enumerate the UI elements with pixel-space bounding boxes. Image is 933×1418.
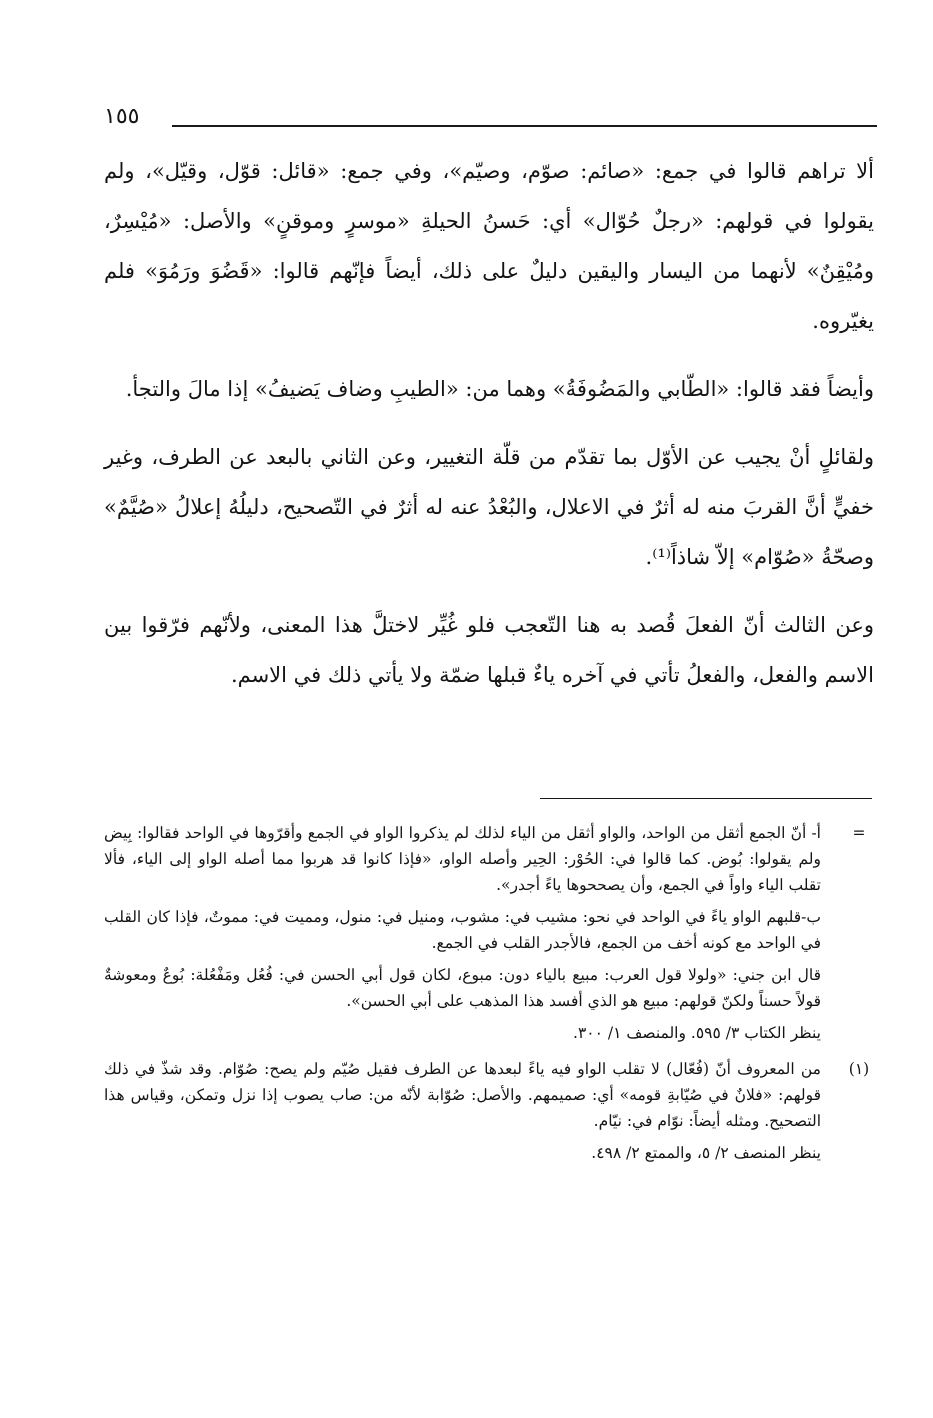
continuation-marker: = bbox=[852, 824, 866, 842]
paragraph: ولقائلٍ أنْ يجيب عن الأوّل بما تقدّم من قلّة التغيير، وعن الثاني بالبعد عن الطرف، وغير خفيٍّ أنَّ القربَ منه له أثرٌ في الاعلال، والبُعْدُ عنه له أثرٌ في التّصحيح، دليلُهُ إعلالُ «صُيَّمٌ» وصحّةُ «صُوّام» إلاّ شاذاً⁽¹⁾. bbox=[104, 445, 874, 569]
footnote-paragraph: ب-قلبهم الواو ياءً في الواحد في نحو: مشيب في: مشوب، ومنيل في: منول، ومميت في: مموتٌ، فإذا كان القلب في الواحد مع كونه أخف من الجمع، فالأجدر القلب في الجمع. bbox=[104, 908, 821, 952]
main-text bbox=[104, 146, 874, 718]
footnote-1 bbox=[104, 1056, 879, 1166]
header-rule bbox=[172, 125, 877, 127]
footnote-paragraph: من المعروف أنّ (فُعّال) لا تقلب الواو فيه ياءً لبعدها عن الطرف فقيل صُيّم ولم يصح: صُوّام. وقد شذّ في ذلك قولهم: «فلانٌ في صُيّابةِ قومه» أي: صميمهم. والأصل: صُوّابة لأنّه من: صاب يصوب إذا نزل وتمكن، وقياس هذا التصحيح. ومثله أيضاً: نوّام في: نيّام. bbox=[104, 1060, 821, 1130]
footnote-1-marker: (١) bbox=[848, 1060, 870, 1078]
footnote-reference: ينظر المنصف ٢/ ٥، والممتع ٢/ ٤٩٨. bbox=[591, 1144, 821, 1162]
page-number: ١٥٥ bbox=[104, 104, 140, 129]
footnote-continuation bbox=[104, 820, 879, 1046]
paragraph: وعن الثالث أنّ الفعلَ قُصد به هنا التّعجب فلو غُيِّر لاختلَّ هذا المعنى، ولأنّهم فرّقوا بين الاسم والفعل، والفعلُ تأتي في آخره ياءٌ قبلها ضمّة ولا يأتي ذلك في الاسم. bbox=[104, 613, 874, 687]
footnote-paragraph: قال ابن جني: «ولولا قول العرب: مبيع بالياء دون: مبوع، لكان قول أبي الحسن في: فُعُل ومَفْعُلة: بُوعٌ ومعوشةٌ قولاً حسناً ولكنّ قولهم: مبيع هو الذي أفسد هذا المذهب على أبي الحسن». bbox=[104, 966, 821, 1010]
paragraph: وأيضاً فقد قالوا: «الطّابي والمَضُوفَةُ» وهما من: «الطيبِ وضاف يَضيفُ» إذا مالَ والتجأ. bbox=[125, 377, 874, 401]
footnote-separator bbox=[540, 798, 872, 799]
footnotes bbox=[104, 820, 879, 1176]
footnote-reference: ينظر الكتاب ٣/ ٥٩٥. والمنصف ١/ ٣٠٠. bbox=[573, 1024, 821, 1042]
footnote-paragraph: أ- أنّ الجمع أثقل من الواحد، والواو أثقل من الياء لذلك لم يذكروا الواو في الجمع وأقرّوها في الواحد فقالوا: بِيض ولم يقولوا: بُوض. كما قالوا في: الحُوْر: الحِير وأصله الواو، «فإذا كانوا قد هربوا مما أصله الواو إلى الياء، فألا تقلب الياء واواً في الجمع، وأن يصححوها ياءً أجدر». bbox=[104, 824, 821, 894]
paragraph: ألا تراهم قالوا في جمع: «صائم: صوّم، وصيّم»، وفي جمع: «قائل: قوّل، وقيّل»، ولم يقولوا في قولهم: «رجلٌ حُوّال» أي: حَسنُ الحيلةِ «موسرٍ وموقنٍ» والأصل: «مُيْسِرٌ، ومُيْقِنٌ» لأنهما من اليسار واليقين دليلٌ على ذلك، أيضاً فإنّهم قالوا: «قَضُوَ ورَمُوَ» فلم يغيّروه. bbox=[104, 159, 874, 333]
